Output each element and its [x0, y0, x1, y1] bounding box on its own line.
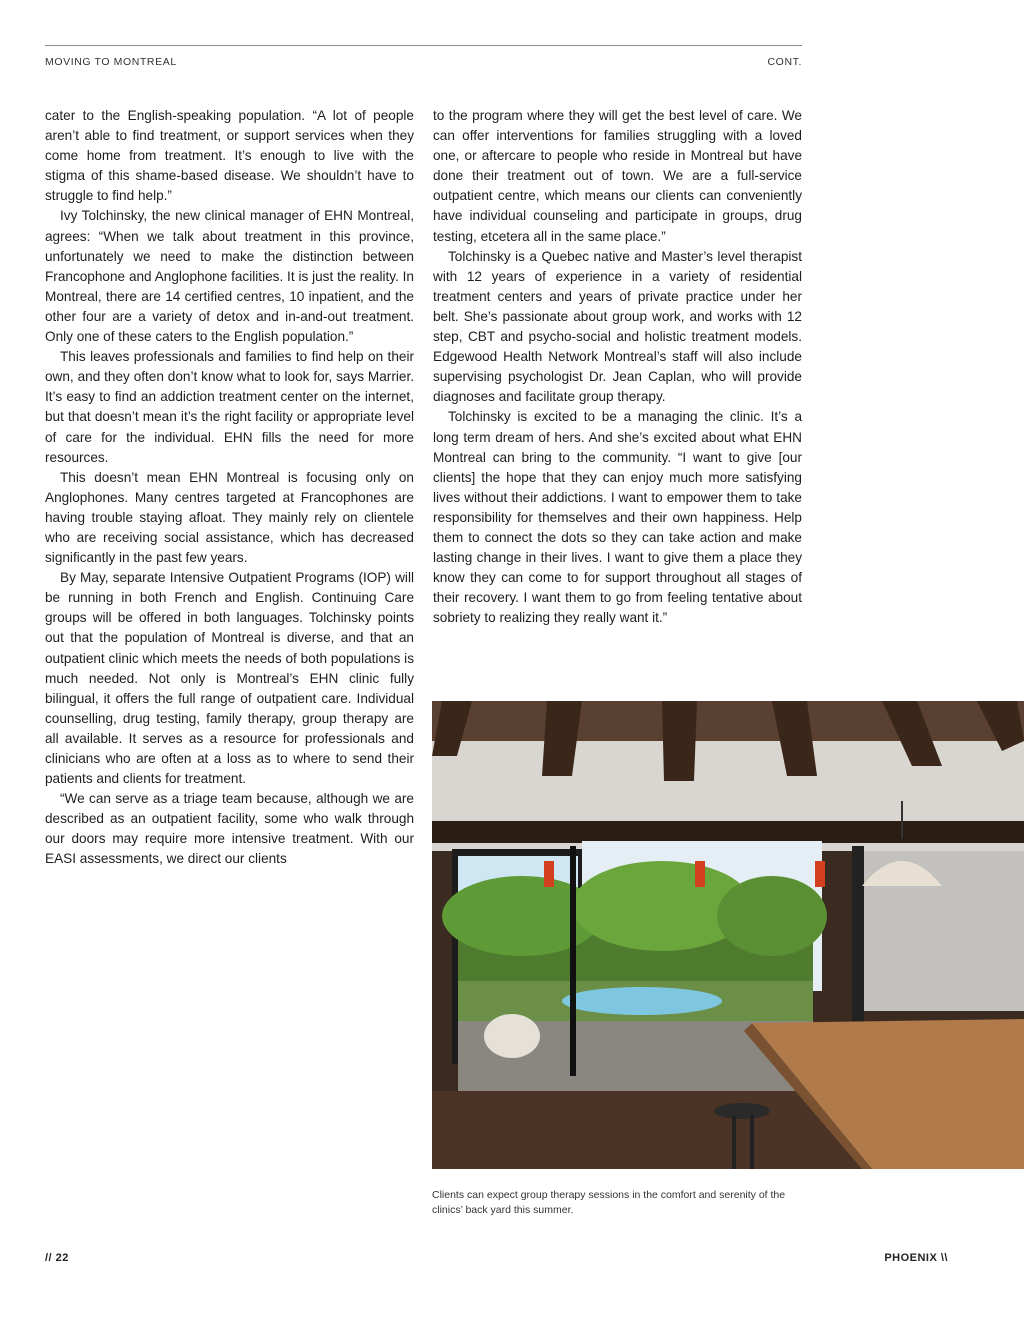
paragraph: cater to the English-speaking population. “A lot of people aren’t able to find treatment, or support services when they come home from treatment. It’s enough to live with the stigma of this shame-based disease. We shouldn’t have to struggle to find help.”	[45, 108, 414, 204]
paragraph: Ivy Tolchinsky, the new clinical manager of EHN Montreal, agrees: “When we talk about treatment in this province, unfortunately we need to make the distinction between Francophone and Anglophone facilities. It is just the reality. In Montreal, there are 14 certified centres, 10 inpatient, and the other four are a variety of detox and in-and-out treatment. Only one of these caters to the English population.”	[45, 208, 414, 345]
paragraph: Tolchinsky is a Quebec native and Master’s level therapist with 12 years of experience in a variety of residential treatment centers and years of private practice under her belt. She’s passionate about group work, and works with 12 step, CBT and psycho-social and holistic treatment models. Edgewood Health Network Montreal’s staff will also include supervising psychologist Dr. Jean Caplan, who will provide diagnoses and facilitate group therapy.	[433, 248, 802, 405]
magazine-name: PHOENIX \\	[884, 1252, 948, 1264]
paragraph: “We can serve as a triage team because, although we are described as an outpatient facility, some who walk through our doors may require more intensive treatment. With our EASI assessments, we direct our clients	[45, 791, 414, 867]
article-column-1	[45, 106, 414, 870]
paragraph: This leaves professionals and families to find help on their own, and they often don’t know what to look for, says Marrier. It’s easy to find an addiction treatment center on the internet, but that doesn’t mean it’s the right facility or appropriate level of care for the individual. EHN fills the need for more resources.	[45, 349, 414, 465]
page-number: // 22	[45, 1252, 69, 1264]
paragraph: This doesn’t mean EHN Montreal is focusing only on Anglophones. Many centres targeted at Francophones are having trouble staying afloat. They mainly rely on clientele who are receiving social assistance, which has decreased significantly in the past few years.	[45, 469, 414, 566]
paragraph: Tolchinsky is excited to be a managing the clinic. It’s a long term dream of hers. And she’s excited about what EHN Montreal can bring to the community. “I want to give [our clients] the hope that they can enjoy much more satisfying lives without their addictions. I want to empower them to take responsibility for themselves and their own happiness. Help them to connect the dots so they can take action and make lasting change in their lives. I want to give them a place they know they can come to for support throughout all stages of their recovery. I want them to go from feeling tentative about sobriety to realizing they really want it.”	[433, 409, 802, 626]
backyard-photo	[432, 701, 1024, 1169]
continued-label: CONT.	[767, 56, 802, 68]
section-label: MOVING TO MONTREAL	[45, 56, 177, 68]
article-column-2	[433, 106, 802, 628]
photo-caption: Clients can expect group therapy sessions in the comfort and serenity of the clinics’ back yard this summer.	[432, 1189, 786, 1216]
header-rule	[45, 45, 802, 46]
paragraph: By May, separate Intensive Outpatient Programs (IOP) will be running in both French and English. Continuing Care groups will be offered in both languages. Tolchinsky points out that the population of Montreal is diverse, and that an outpatient clinic which meets the needs of both populations is much needed. Not only is Montreal’s EHN clinic fully bilingual, it offers the full range of outpatient care. Individual counselling, drug testing, family therapy, group therapy are all available. It serves as a resource for professionals and clinicians who are often at a loss as to where to send their patients and clients for treatment.	[45, 570, 414, 787]
paragraph: to the program where they will get the best level of care. We can offer interventions for families struggling with a loved one, or aftercare to people who reside in Montreal but have done their treatment out of town. We are a full-service outpatient centre, which means our clients can conveniently have individual counseling and participate in groups, drug testing, etcetera all in the same place.”	[433, 108, 802, 244]
